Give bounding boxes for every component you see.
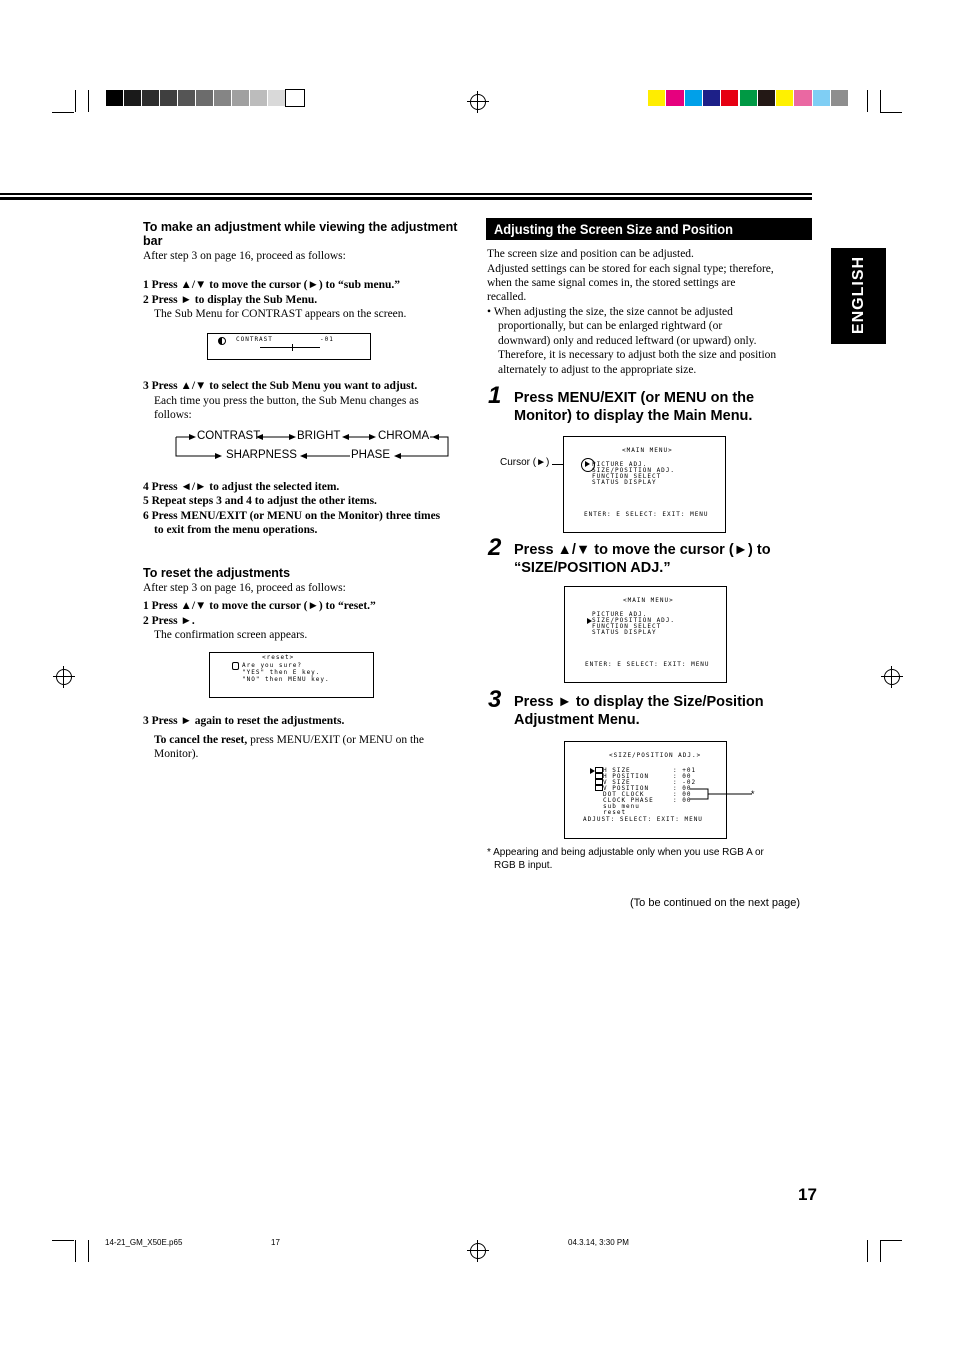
menu-item: V SIZE xyxy=(603,779,631,786)
step-number: 2 xyxy=(488,534,502,561)
registration-mark-icon xyxy=(884,669,900,685)
color-swatch xyxy=(813,90,831,106)
intro-text: After step 3 on page 16, proceed as follows: xyxy=(143,250,346,262)
crop-mark xyxy=(88,90,89,112)
step-3: 3 Press ▲/▼ to select the Sub Menu you want to adjust. xyxy=(143,380,418,392)
color-swatch xyxy=(178,90,196,106)
bar-indicator xyxy=(292,344,293,351)
cancel-note xyxy=(154,733,424,748)
contrast-icon xyxy=(218,337,226,345)
color-swatch xyxy=(142,90,160,106)
step-note: follows: xyxy=(154,409,192,421)
menu-item: SIZE/POSITION ADJ. xyxy=(592,467,676,474)
menu-item: FUNCTION SELECT xyxy=(592,623,662,630)
step-1: 1 Press ▲/▼ to move the cursor (►) to “sub menu.” xyxy=(143,279,400,291)
body-text: The screen size and position can be adjusted. xyxy=(487,248,694,260)
cursor-arrow-icon xyxy=(587,618,592,624)
flow-item-contrast: CONTRAST xyxy=(197,430,261,442)
bullet-text: • When adjusting the size, the size cannot be adjusted xyxy=(487,306,733,318)
menu-item: PICTURE ADJ. xyxy=(592,611,648,618)
color-swatch xyxy=(106,90,124,106)
menu-item: STATUS DISPLAY xyxy=(592,629,657,636)
color-swatch xyxy=(124,90,142,106)
adjustment-bar xyxy=(260,347,320,348)
menu-item-value: : 00 xyxy=(673,797,692,804)
footer-filename: 14-21_GM_X50E.p65 xyxy=(105,1238,183,1247)
menu-item: H SIZE xyxy=(603,767,631,774)
registration-mark-icon xyxy=(470,1243,486,1259)
step-3: 3 Press ► again to reset the adjustments. xyxy=(143,715,345,727)
flow-item-chroma: CHROMA xyxy=(378,430,430,442)
osd-title: <reset> xyxy=(262,654,295,661)
step-heading: “SIZE/POSITION ADJ.” xyxy=(514,560,671,576)
menu-footer: ENTER: E SELECT: EXIT: MENU xyxy=(584,511,709,518)
step-4: 4 Press ◄/► to adjust the selected item. xyxy=(143,481,340,493)
footer-page: 17 xyxy=(271,1238,280,1247)
bullet-text: alternately to adjust to the appropriate size. xyxy=(498,364,697,376)
menu-footer: ENTER: E SELECT: EXIT: MENU xyxy=(585,661,710,668)
color-swatch xyxy=(286,90,304,106)
menu-title: <MAIN MENU> xyxy=(622,447,673,454)
menu-item-value: : +01 xyxy=(673,767,697,774)
color-swatch xyxy=(232,90,250,106)
step-number: 3 xyxy=(488,686,502,713)
menu-item-selected: SIZE/POSITION ADJ. xyxy=(592,617,676,624)
step-heading: Monitor) to display the Main Menu. xyxy=(514,408,753,424)
color-swatch xyxy=(794,90,812,106)
crop-mark xyxy=(880,90,881,112)
asterisk-marker: * xyxy=(751,789,755,799)
top-rule xyxy=(0,197,812,200)
menu-item: V POSITION xyxy=(603,785,650,792)
section-header-title: Adjusting the Screen Size and Position xyxy=(494,221,734,237)
menu-title: <SIZE/POSITION ADJ.> xyxy=(609,752,702,759)
color-swatch xyxy=(268,90,286,106)
crop-mark xyxy=(880,112,902,113)
flow-item-bright: BRIGHT xyxy=(297,430,341,442)
language-tab xyxy=(831,248,886,344)
color-swatch xyxy=(721,90,739,106)
step-note: Each time you press the button, the Sub Menu changes as xyxy=(154,395,419,407)
crop-mark xyxy=(880,1240,902,1241)
footnote-bracket-diagram xyxy=(680,785,760,805)
step-heading: Press ► to display the Size/Position xyxy=(514,694,764,710)
step-2: 2 Press ► to display the Sub Menu. xyxy=(143,294,318,306)
menu-item: PICTURE ADJ. xyxy=(592,461,648,468)
registration-mark-icon xyxy=(470,94,486,110)
registration-mark-icon xyxy=(56,669,72,685)
menu-item-value: : 00 xyxy=(673,773,692,780)
osd-value: -01 xyxy=(320,336,334,343)
color-swatch xyxy=(666,90,684,106)
menu-item: DOT CLOCK xyxy=(603,791,645,798)
footer-date: 04.3.14, 3:30 PM xyxy=(568,1238,629,1247)
crop-mark xyxy=(867,1240,868,1262)
reset-confirm-screen xyxy=(209,652,374,698)
step-note: The confirmation screen appears. xyxy=(154,629,308,641)
color-swatch xyxy=(648,90,666,106)
flow-item-sharpness: SHARPNESS xyxy=(226,449,297,461)
color-swatch xyxy=(758,90,776,106)
color-swatch xyxy=(214,90,232,106)
crop-mark xyxy=(867,90,868,112)
color-swatch xyxy=(740,90,758,106)
crop-mark xyxy=(75,90,76,112)
color-swatch xyxy=(250,90,268,106)
cancel-note-bold: To cancel the reset, xyxy=(154,734,248,746)
crop-mark xyxy=(880,1240,881,1262)
step-6-cont: to exit from the menu operations. xyxy=(154,524,318,536)
crop-mark xyxy=(52,1240,74,1241)
footnote-cont: RGB B input. xyxy=(494,860,553,871)
cursor-arrow-icon xyxy=(585,461,590,467)
cancel-note-cont: Monitor). xyxy=(154,748,199,760)
step-6: 6 Press MENU/EXIT (or MENU on the Monitor) three times xyxy=(143,510,441,522)
step-heading: Press MENU/EXIT (or MENU on the xyxy=(514,390,755,406)
step-heading: Adjustment Menu. xyxy=(514,712,640,728)
osd-no-line: "NO" then MENU key. xyxy=(242,676,330,683)
menu-item: reset xyxy=(603,809,627,816)
v-position-icon xyxy=(595,785,603,791)
step-note: The Sub Menu for CONTRAST appears on the screen. xyxy=(154,308,407,320)
section-title: To reset the adjustments xyxy=(143,566,291,580)
crop-mark xyxy=(75,1240,76,1262)
osd-label: CONTRAST xyxy=(236,336,273,343)
main-menu-screen xyxy=(563,436,726,533)
step-number: 1 xyxy=(488,382,502,409)
menu-item: CLOCK PHASE xyxy=(603,797,654,804)
section-title: To make an adjustment while viewing the adjustment bar xyxy=(143,220,458,248)
step-heading: Press ▲/▼ to move the cursor (►) to xyxy=(514,542,771,558)
body-text: Adjusted settings can be stored for each signal type; therefore, xyxy=(487,263,774,275)
osd-yes-line: "YES" then E key. xyxy=(242,669,321,676)
cursor-label: Cursor (►) xyxy=(500,457,550,468)
main-menu-screen-2 xyxy=(564,586,727,683)
body-text: when the same signal comes in, the stored settings are xyxy=(487,277,736,289)
crop-mark xyxy=(88,1240,89,1262)
contrast-bar-screen xyxy=(207,333,371,360)
intro-text: After step 3 on page 16, proceed as follows: xyxy=(143,582,346,594)
menu-footer: ADJUST: SELECT: EXIT: MENU xyxy=(583,816,703,823)
bullet-text: Therefore, it is necessary to adjust both the size and position xyxy=(498,349,777,361)
color-swatch xyxy=(831,90,849,106)
top-rule xyxy=(0,193,812,195)
page-number: 17 xyxy=(798,1185,817,1204)
menu-item: H POSITION xyxy=(603,773,650,780)
color-swatch xyxy=(160,90,178,106)
crop-mark xyxy=(52,112,74,113)
body-text: recalled. xyxy=(487,291,527,303)
step-1: 1 Press ▲/▼ to move the cursor (►) to “reset.” xyxy=(143,600,376,612)
color-swatch xyxy=(776,90,794,106)
bullet-text: downward) only and reduced leftward (or upward) only. xyxy=(498,335,757,347)
language-tab-label: ENGLISH xyxy=(850,255,867,335)
osd-question: Are you sure? xyxy=(242,662,302,669)
menu-item-value: : 00 xyxy=(673,785,692,792)
footnote: * Appearing and being adjustable only when you use RGB A or xyxy=(487,847,764,858)
color-swatch xyxy=(685,90,703,106)
color-swatch xyxy=(703,90,721,106)
menu-title: <MAIN MENU> xyxy=(623,597,674,604)
bullet-text: proportionally, but can be enlarged rightward (or xyxy=(498,320,723,332)
menu-item-value: : -02 xyxy=(673,779,697,786)
menu-item: sub menu xyxy=(603,803,640,810)
menu-item-value: : 00 xyxy=(673,791,692,798)
continued-note: (To be continued on the next page) xyxy=(630,897,801,909)
cancel-note-text: press MENU/EXIT (or MENU on the xyxy=(247,734,424,746)
menu-item: FUNCTION SELECT xyxy=(592,473,662,480)
menu-item: STATUS DISPLAY xyxy=(592,479,657,486)
flow-item-phase: PHASE xyxy=(351,449,390,461)
step-5: 5 Repeat steps 3 and 4 to adjust the other items. xyxy=(143,495,377,507)
color-swatch xyxy=(196,90,214,106)
section-header-bar xyxy=(486,218,812,240)
hand-icon xyxy=(232,662,239,670)
step-2: 2 Press ►. xyxy=(143,615,195,627)
